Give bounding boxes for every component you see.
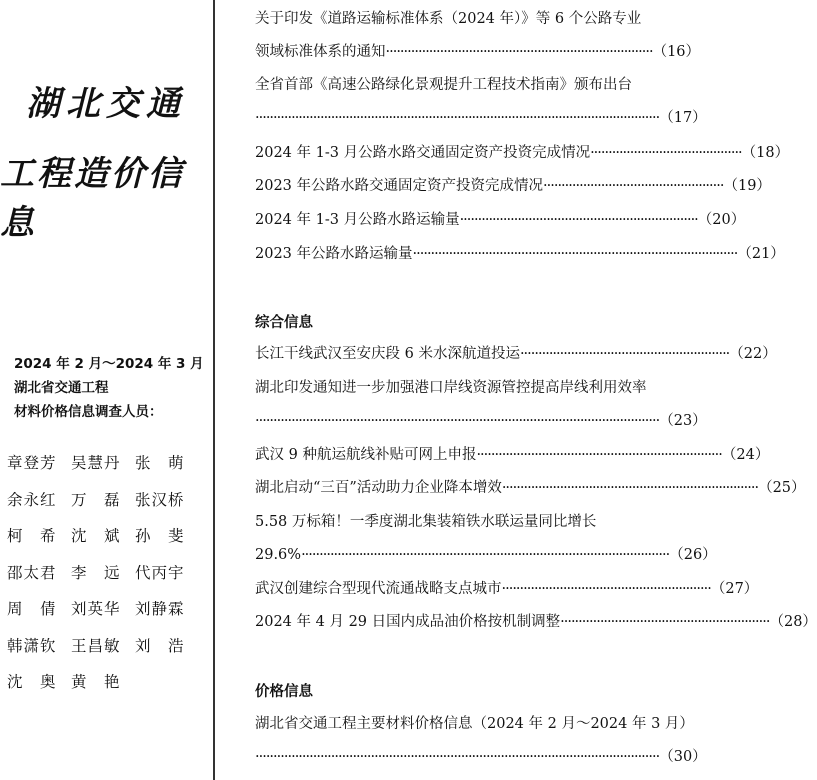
toc-entry-16[interactable]: [255, 41, 701, 63]
toc-entry-text: 湖北启动“三百”活动助力企业降本增效: [255, 480, 502, 496]
toc-leader: ··········································································: [385, 44, 653, 60]
toc-entry-text: 领域标准体系的通知: [255, 44, 386, 60]
section-heading-price: 价格信息: [255, 684, 313, 700]
toc-page-number: （17）: [659, 110, 707, 126]
toc-entry-19[interactable]: [255, 175, 771, 197]
staff-name: 章登芳: [7, 454, 57, 472]
toc-page-number: （30）: [659, 749, 707, 765]
staff-name: 余永红: [7, 490, 57, 509]
staff-name: 李 远: [71, 563, 121, 582]
column-divider: [213, 0, 215, 780]
toc-entry-30[interactable]: [255, 746, 707, 768]
toc-entry-28[interactable]: [255, 611, 817, 633]
toc-page-number: （28）: [769, 614, 817, 630]
toc-leader: ··················································: [543, 178, 724, 194]
staff-name: 邵太君: [7, 563, 57, 582]
toc-entry-24[interactable]: [255, 444, 770, 466]
toc-page-number: （22）: [729, 346, 777, 362]
toc-entry-22[interactable]: [255, 343, 777, 365]
toc-leader: ··········································: [590, 145, 742, 161]
toc-entry-26-line1[interactable]: 5.58 万标箱！一季度湖北集装箱铁水联运量同比增长: [255, 514, 597, 530]
toc-entry-text: 2024 年 4 月 29 日国内成品油价格按机制调整: [255, 614, 561, 630]
toc-entry-25[interactable]: [255, 477, 806, 499]
survey-role: 材料价格信息调查人员：: [14, 404, 163, 420]
toc-entry-27[interactable]: [255, 578, 759, 600]
toc-entry-text: 2024 年 1-3 月公路水路运输量: [255, 212, 460, 228]
staff-name: 黄 艳: [71, 673, 121, 691]
staff-name: 张汉桥: [135, 490, 185, 509]
toc-entry-text: 2024 年 1-3 月公路水路交通固定资产投资完成情况: [255, 145, 591, 161]
toc-page-number: （23）: [659, 413, 707, 429]
cover-panel: [0, 0, 213, 780]
toc-page-number: （27）: [710, 581, 759, 597]
toc-entry-16-line1[interactable]: 关于印发《道路运输标准体系（2024 年）》等 6 个公路专业: [255, 11, 642, 27]
toc-entry-text: 29.6%: [255, 547, 302, 563]
toc-entry-text: 武汉 9 种航运航线补贴可网上申报: [255, 447, 477, 463]
staff-name: 张 萌: [135, 454, 185, 472]
toc-page-number: （16）: [652, 44, 701, 60]
toc-entry-30-line1[interactable]: 湖北省交通工程主要材料价格信息（2024 年 2 月～2024 年 3 月）: [255, 716, 694, 732]
toc-entry-text: 长江干线武汉至安庆段 6 米水深航道投运: [255, 346, 520, 362]
toc-entry-21[interactable]: [255, 243, 785, 265]
toc-leader: ··························································: [560, 614, 770, 630]
toc-leader: ····································································: [476, 447, 722, 463]
toc-leader: ··································································: [459, 212, 698, 228]
toc-entry-text: 武汉创建综合型现代流通战略支点城市: [255, 581, 502, 597]
toc-leader: ················································································································: [255, 749, 660, 765]
journal-title-line2: 工程造价信息: [0, 154, 185, 243]
toc-page-number: （18）: [741, 145, 790, 161]
section-heading-general: 综合信息: [255, 315, 313, 331]
toc-entry-text: 2023 年公路水路运输量: [255, 246, 413, 262]
toc-page-number: （19）: [723, 178, 771, 194]
toc-page-number: （24）: [721, 447, 770, 463]
staff-name: 代丙宇: [135, 563, 185, 582]
toc-entry-17-line1[interactable]: 全省首部《高速公路绿化景观提升工程技术指南》颁布出台: [255, 77, 632, 93]
staff-name: 刘 浩: [135, 636, 185, 655]
staff-name: 刘英华: [71, 600, 121, 618]
staff-name: 吴慧丹: [71, 454, 121, 472]
staff-name: 柯 希: [7, 527, 57, 545]
toc-leader: ··························································································: [412, 246, 738, 262]
survey-org: 湖北省交通工程: [14, 380, 109, 396]
toc-page-number: （21）: [737, 246, 785, 262]
toc-entry-23[interactable]: [255, 410, 707, 432]
staff-list: [7, 452, 199, 693]
toc-entry-23-line1[interactable]: 湖北印发通知进一步加强港口岸线资源管控提高岸线利用效率: [255, 380, 647, 396]
toc-entry-18[interactable]: [255, 142, 790, 164]
staff-name: 沈 斌: [71, 527, 121, 545]
toc-leader: ················································································································: [255, 413, 660, 429]
toc-entry-text: 2023 年公路水路交通固定资产投资完成情况: [255, 178, 544, 194]
survey-period: 2024 年 2 月～2024 年 3 月: [14, 356, 204, 372]
staff-name: 孙 斐: [135, 527, 185, 545]
staff-name: 沈 奥: [7, 673, 57, 691]
toc-page-number: （25）: [758, 480, 806, 496]
toc-leader: ······································································································: [301, 547, 670, 563]
toc-leader: ··························································: [519, 346, 730, 362]
staff-name: 韩潇钦: [7, 636, 57, 655]
toc-leader: ··························································: [501, 581, 711, 597]
toc-page-number: （26）: [669, 547, 717, 563]
toc-entry-17[interactable]: [255, 107, 707, 129]
toc-leader: ·······································································: [501, 480, 759, 496]
staff-name: 刘静霖: [135, 600, 185, 618]
toc-entry-26[interactable]: [255, 544, 717, 566]
staff-name: 王昌敏: [71, 636, 121, 655]
toc-page-number: （20）: [697, 212, 746, 228]
staff-name: 万 磊: [71, 490, 121, 509]
staff-name: 周 倩: [7, 600, 57, 618]
journal-title-line1: 湖北交通: [26, 84, 186, 124]
toc-leader: ················································································································: [255, 110, 660, 126]
toc-entry-20[interactable]: [255, 209, 746, 231]
